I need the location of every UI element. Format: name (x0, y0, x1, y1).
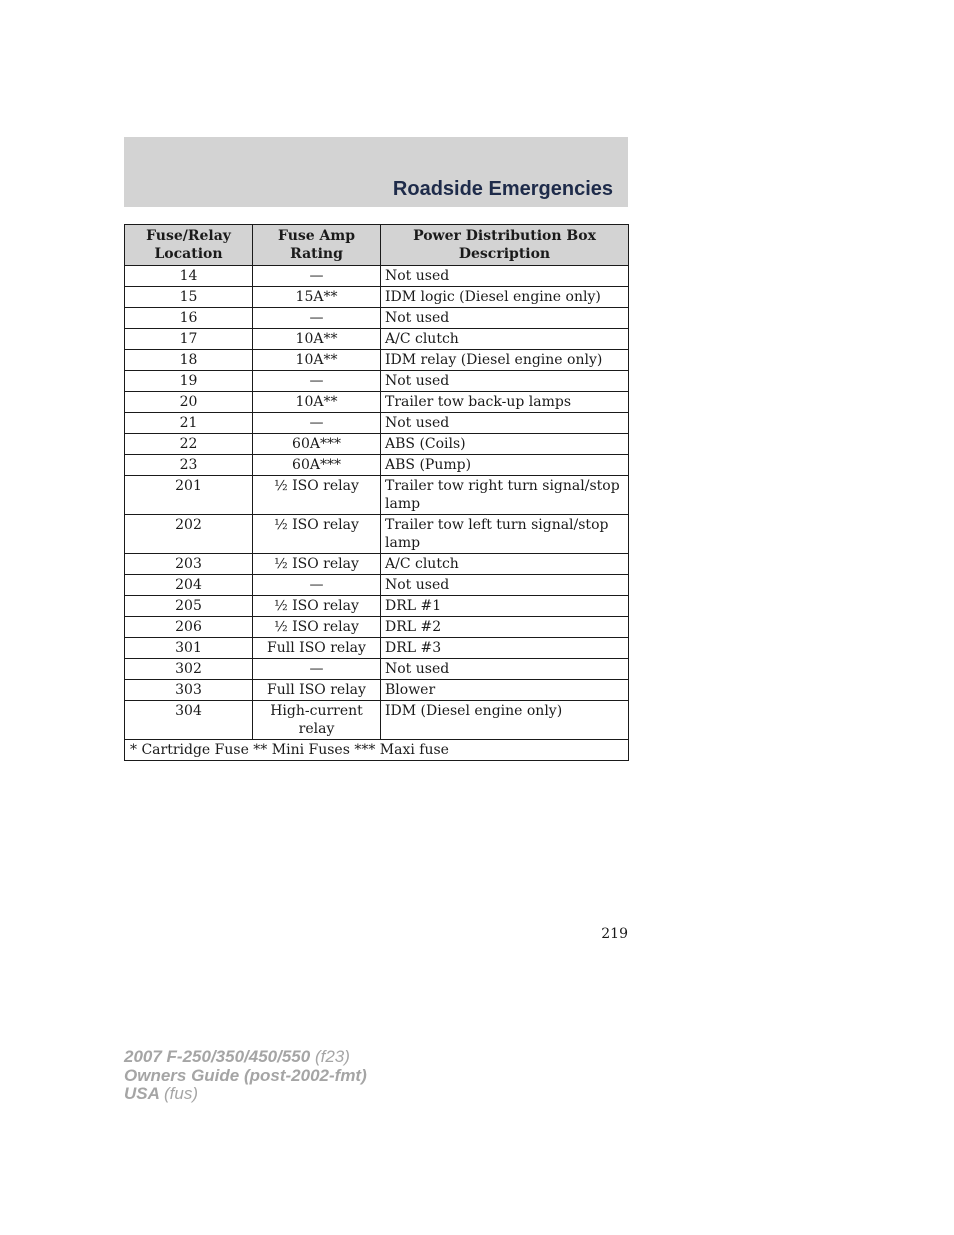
cell-rating: ½ ISO relay (253, 554, 381, 575)
cell-rating: 10A** (253, 350, 381, 371)
section-title: Roadside Emergencies (392, 178, 613, 200)
cell-rating: 15A** (253, 287, 381, 308)
cell-location: 22 (125, 434, 253, 455)
table-row (125, 413, 629, 434)
cell-location: 15 (125, 287, 253, 308)
cell-rating: — (253, 266, 381, 287)
table-header-row (125, 225, 629, 266)
page-number: 219 (601, 926, 628, 942)
table-row (125, 371, 629, 392)
cell-description: Not used (381, 308, 629, 329)
cell-description: Not used (381, 575, 629, 596)
cell-rating: Full ISO relay (253, 680, 381, 701)
cell-rating: — (253, 371, 381, 392)
table-row (125, 308, 629, 329)
cell-rating: 60A*** (253, 434, 381, 455)
footer-line-market: USA (fus) (124, 1084, 198, 1103)
cell-location: 304 (125, 701, 253, 740)
cell-description: Not used (381, 371, 629, 392)
cell-location: 17 (125, 329, 253, 350)
document-footer (124, 1048, 367, 1104)
header-location: Fuse/Relay Location (125, 225, 253, 266)
footer-line-model: 2007 F-250/350/450/550 (f23) (124, 1047, 350, 1066)
cell-location: 301 (125, 638, 253, 659)
table-row (125, 329, 629, 350)
cell-rating: ½ ISO relay (253, 476, 381, 515)
table-row (125, 575, 629, 596)
section-header-band (124, 137, 628, 207)
table-row (125, 701, 629, 740)
cell-description: IDM logic (Diesel engine only) (381, 287, 629, 308)
cell-location: 16 (125, 308, 253, 329)
cell-location: 20 (125, 392, 253, 413)
cell-location: 204 (125, 575, 253, 596)
footnote-row (125, 740, 629, 761)
header-rating: Fuse Amp Rating (253, 225, 381, 266)
cell-location: 206 (125, 617, 253, 638)
cell-description: Trailer tow right turn signal/stop lamp (381, 476, 629, 515)
cell-description: ABS (Coils) (381, 434, 629, 455)
table-row (125, 266, 629, 287)
cell-location: 23 (125, 455, 253, 476)
cell-rating: — (253, 413, 381, 434)
cell-description: Trailer tow back-up lamps (381, 392, 629, 413)
table-row (125, 392, 629, 413)
table-row (125, 350, 629, 371)
cell-location: 203 (125, 554, 253, 575)
cell-rating: ½ ISO relay (253, 515, 381, 554)
cell-description: DRL #1 (381, 596, 629, 617)
cell-rating: ½ ISO relay (253, 617, 381, 638)
header-description: Power Distribution Box Description (381, 225, 629, 266)
cell-description: Blower (381, 680, 629, 701)
cell-rating: 60A*** (253, 455, 381, 476)
cell-rating: — (253, 659, 381, 680)
cell-location: 201 (125, 476, 253, 515)
cell-location: 21 (125, 413, 253, 434)
table-row (125, 659, 629, 680)
cell-description: ABS (Pump) (381, 455, 629, 476)
table-row (125, 515, 629, 554)
cell-rating: — (253, 308, 381, 329)
cell-location: 18 (125, 350, 253, 371)
table-row (125, 554, 629, 575)
fuse-table (124, 224, 629, 761)
table-row (125, 680, 629, 701)
cell-location: 19 (125, 371, 253, 392)
cell-rating: 10A** (253, 329, 381, 350)
cell-rating: High-current relay (253, 701, 381, 740)
cell-location: 202 (125, 515, 253, 554)
cell-description: A/C clutch (381, 329, 629, 350)
cell-description: Trailer tow left turn signal/stop lamp (381, 515, 629, 554)
table-row (125, 638, 629, 659)
cell-description: Not used (381, 413, 629, 434)
table-row (125, 596, 629, 617)
cell-rating: — (253, 575, 381, 596)
cell-location: 303 (125, 680, 253, 701)
cell-description: Not used (381, 659, 629, 680)
cell-description: IDM (Diesel engine only) (381, 701, 629, 740)
cell-description: IDM relay (Diesel engine only) (381, 350, 629, 371)
cell-rating: Full ISO relay (253, 638, 381, 659)
cell-description: Not used (381, 266, 629, 287)
table-row (125, 434, 629, 455)
table-row (125, 476, 629, 515)
cell-rating: 10A** (253, 392, 381, 413)
table-footnote: * Cartridge Fuse ** Mini Fuses *** Maxi fuse (125, 740, 629, 761)
table-row (125, 617, 629, 638)
cell-description: DRL #3 (381, 638, 629, 659)
cell-location: 205 (125, 596, 253, 617)
cell-location: 14 (125, 266, 253, 287)
cell-rating: ½ ISO relay (253, 596, 381, 617)
table-row (125, 287, 629, 308)
cell-location: 302 (125, 659, 253, 680)
cell-description: A/C clutch (381, 554, 629, 575)
cell-description: DRL #2 (381, 617, 629, 638)
footer-line-guide: Owners Guide (post-2002-fmt) (124, 1065, 367, 1085)
table-row (125, 455, 629, 476)
